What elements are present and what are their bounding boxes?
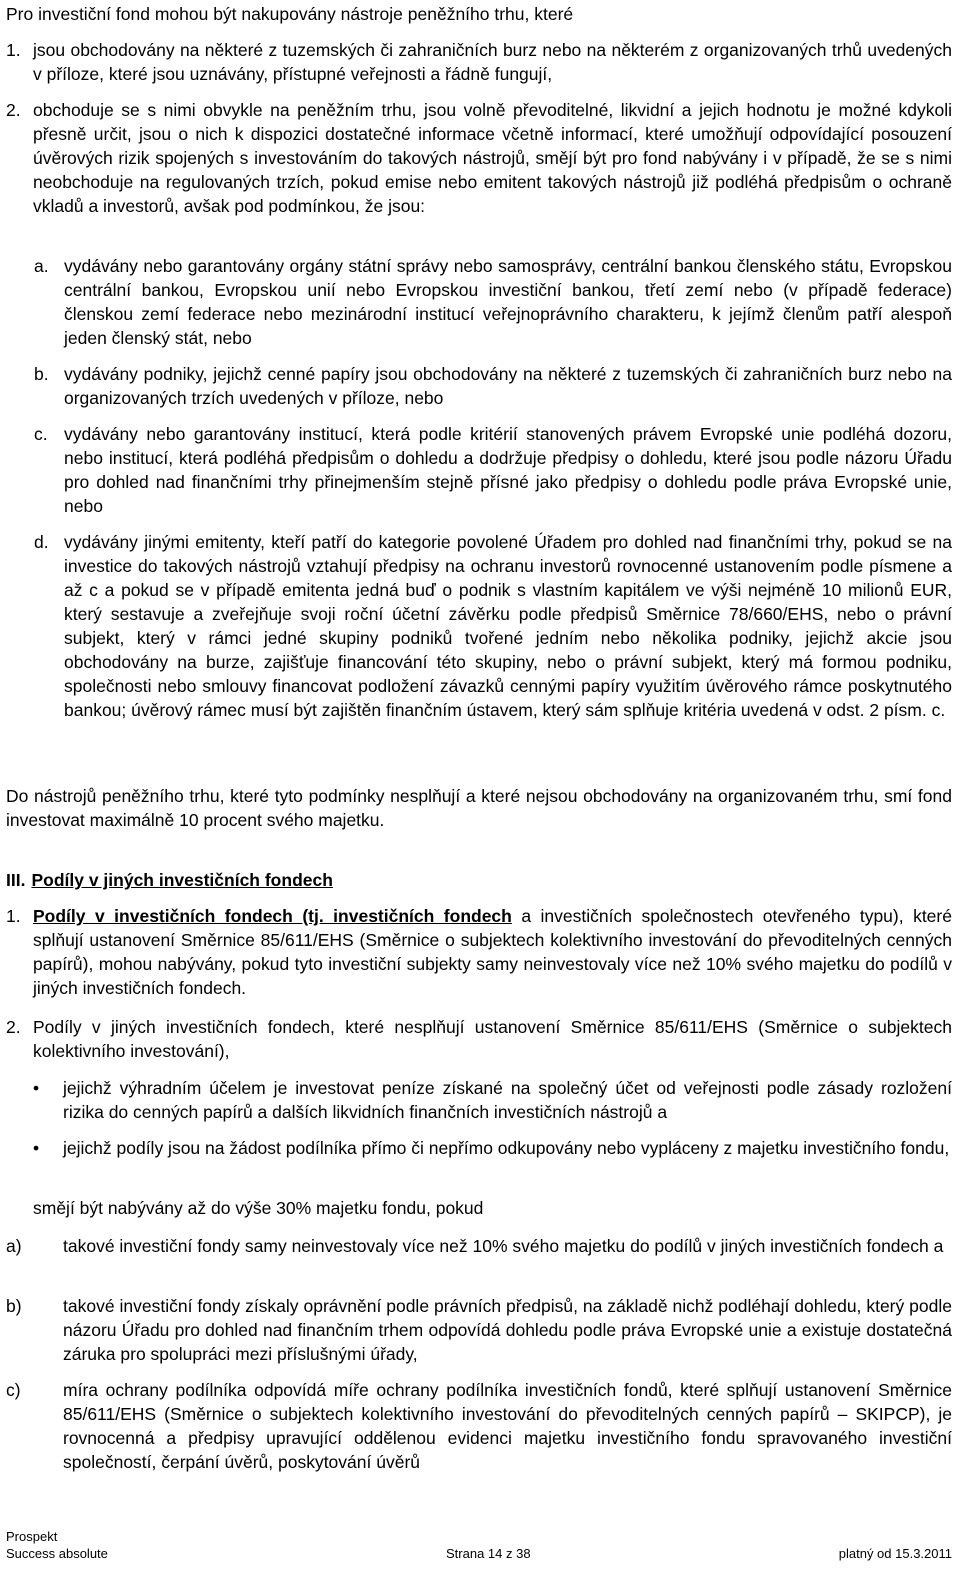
footer-fund-name: Success absolute: [6, 1546, 108, 1561]
bullet-text: jejichž podíly jsou na žádost podílníka přímo či nepřímo odkupovány nebo vypláceny z majetku investičního fondu,: [63, 1138, 950, 1158]
list-item: [6, 38, 952, 86]
list-item: [6, 1294, 952, 1366]
list-item-text: Podíly v jiných investičních fondech, které nesplňují ustanovení Směrnice 85/611/EHS (Směrnice o subjektech kolektivního investování),: [33, 1017, 952, 1061]
list-item-text: obchoduje se s nimi obvykle na peněžním trhu, jsou volně převoditelné, likvidní a jejich hodnotu je možné kdykoli přesně určit, jsou o nich k dispozici dostatečné informace včetně informací, které umožňují odpovídající posouzení úvěrových rizik spojených s investováním do takových nástrojů, smějí být pro fond nabývány i v případě, že se s nimi neobchoduje na regulovaných trzích, pokud emise nebo emitent takových nástrojů již podléhá předpisům o ochraně vkladů a investorů, avšak pod podmínkou, že jsou:: [33, 100, 952, 216]
list-item-letter: a): [6, 1236, 22, 1256]
list-item-text: jsou obchodovány na některé z tuzemských či zahraničních burz nebo na některém z organizovaných trhů uvedených v příloze, které jsou uznávány, přístupné veřejnosti a řádně fungují,: [33, 40, 952, 84]
limit-paragraph: Do nástrojů peněžního trhu, které tyto podmínky nesplňují a které nejsou obchodovány na organizovaném trhu, smí fond investovat maximálně 10 procent svého majetku.: [6, 786, 952, 830]
list-item-letter: b): [6, 1296, 22, 1316]
list-item-text: takové investiční fondy získaly oprávnění podle právních předpisů, na základě nichž podléhají dohledu, který podle názoru Úřadu pro dohled nad finančním trhem odpovídá dohledu podle práva Evropské unie a existuje dostatečná záruka pro spolupráci mezi příslušnými úřady,: [63, 1296, 952, 1364]
bullet-icon: •: [33, 1078, 40, 1098]
bullet-icon: •: [33, 1138, 40, 1158]
footer-document-name: Prospekt: [6, 1529, 58, 1544]
section-number: III.: [6, 870, 26, 890]
list-item: [6, 1378, 952, 1474]
list-item-number: 1.: [6, 906, 21, 926]
list-item-letter: c.: [34, 424, 48, 444]
list-item-text: míra ochrany podílníka odpovídá míře ochrany podílníka investičních fondů, které splňují ustanovení Směrnice 85/611/EHS (Směrnice o subjektech kolektivního investování do převoditelných cenných papírů – SKIPCP), je rovnocenná a předpisy upravující oddělenou evidenci majetku investičního fondu spravovaného investiční společností, čerpání úvěrů, poskytování úvěrů: [63, 1380, 952, 1472]
list-item: [6, 904, 952, 1000]
list-item-text: vydávány nebo garantovány institucí, která podle kritérií stanovených právem Evropské unie podléhá dozoru, nebo institucí, která podléhá předpisům o dohledu a dodržuje předpisy o dohledu, které jsou podle názoru Úřadu pro dohled nad finančními trhy přinejmenším stejně přísné jako předpisy o dohledu podle práva Evropské unie, nebo: [64, 424, 952, 516]
list-item: [34, 362, 952, 410]
list-item-text: [33, 904, 952, 1000]
list-item-text: vydávány podniky, jejichž cenné papíry jsou obchodovány na některé z tuzemských či zahraničních burz nebo na organizovaných trzích uvedených v příloze, nebo: [64, 364, 952, 408]
underlined-lead: Podíly v investičních fondech (tj. investičních fondech: [33, 906, 512, 926]
bullet-item: [33, 1136, 952, 1160]
list-item-text: takové investiční fondy samy neinvestovaly více než 10% svého majetku do podílů v jiných investičních fondech a: [63, 1236, 944, 1256]
list-item: [6, 1234, 952, 1258]
list-item-text: vydávány nebo garantovány orgány státní správy nebo samosprávy, centrální bankou členského státu, Evropskou centrální bankou, Evropskou unií nebo Evropskou investiční bankou, třetí zemí nebo (v případě federace) členskou zemí federace nebo mezinárodní institucí veřejnoprávního charakteru, k jejímž členům patří alespoň jeden členský stát, nebo: [64, 256, 952, 348]
intro-paragraph: Pro investiční fond mohou být nakupovány nástroje peněžního trhu, které: [6, 4, 574, 24]
list-item-letter: c): [6, 1380, 21, 1400]
bullet-item: [33, 1076, 952, 1124]
list-item-text: vydávány jinými emitenty, kteří patří do kategorie povolené Úřadem pro dohled nad finančními trhy, pokud se na investice do takových nástrojů vztahují předpisy na ochranu investorů rovnocenné ustanovením podle písmene a až c a pokud se v případě emitenta jedná buď o podnik s vlastním kapitálem ve výši nejméně 10 milionů EUR, který sestavuje a zveřejňuje svoji roční účetní závěrku podle předpisů Směrnice 78/660/EHS, nebo o právní subjekt, který v rámci jedné skupiny podniků tvořené jedním nebo několika podniky, jejichž akcie jsou obchodovány na burze, zajišťuje financování této skupiny, nebo o právní subjekt, který má formou podniku, společnosti nebo smlouvy financovat podložení závazků cennými papíry využitím úvěrového rámce poskytnutého bankou; úvěrový rámec musí být zajištěn finančním ústavem, který sám splňuje kritéria uvedená v odst. 2 písm. c.: [64, 532, 952, 720]
footer-line: [6, 1545, 952, 1562]
list-item-letter: b.: [34, 364, 49, 384]
limit30-paragraph: smějí být nabývány až do výše 30% majetku fondu, pokud: [33, 1198, 484, 1218]
list-item-letter: a.: [34, 256, 49, 276]
list-item-number: 2.: [6, 100, 21, 120]
page-footer: [6, 1528, 952, 1562]
list-item: [34, 254, 952, 350]
list-item: [6, 1015, 952, 1063]
footer-validity: platný od 15.3.2011: [838, 1546, 952, 1561]
footer-page-number: Strana 14 z 38: [446, 1546, 531, 1561]
list-item-number: 1.: [6, 40, 21, 60]
section-heading: [6, 868, 952, 892]
list-item: [34, 422, 952, 518]
list-item-number: 2.: [6, 1017, 21, 1037]
item-rest: a investičních společnostech otevřeného typu), které splňují ustanovení Směrnice 85/611/EHS (Směrnice o subjektech kolektivního investování do převoditelných cenných papírů), mohou nabývány, pokud tyto investiční subjekty samy neinvestovaly více než 10% svého majetku do podílů v jiných investičních fondech.: [33, 906, 952, 998]
bullet-text: jejichž výhradním účelem je investovat peníze získané na společný účet od veřejnosti podle zásady rozložení rizika do cenných papírů a dalších likvidních finančních investičních nástrojů a: [63, 1078, 952, 1122]
list-item: [34, 530, 952, 722]
list-item-letter: d.: [34, 532, 49, 552]
list-item: [6, 98, 952, 218]
section-title: Podíly v jiných investičních fondech: [31, 870, 333, 890]
